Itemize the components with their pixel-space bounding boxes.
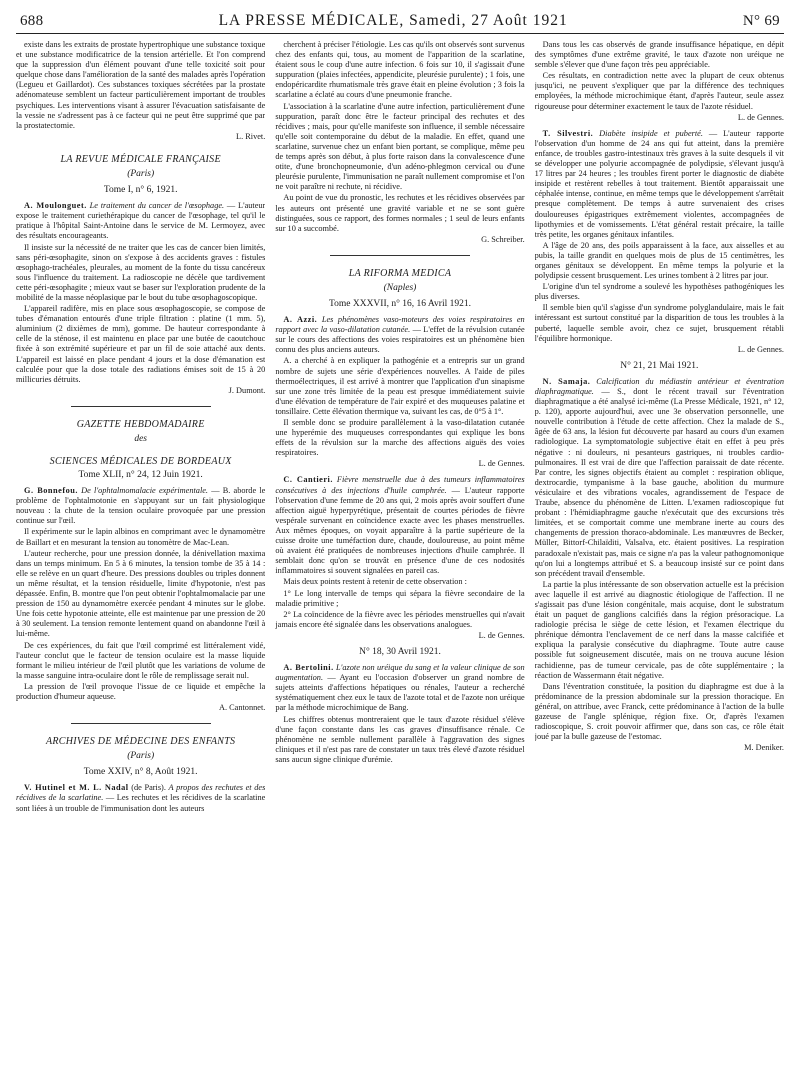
paragraph	[535, 40, 784, 70]
paragraph-text: — L'auteur expose le traitement curiethérapique du cancer de l'œsophage, tel qu'il le pratique à l'hôpital Saint-Antoine dans le service de M. Lermoyez, avec des résultats encourageants.	[16, 201, 266, 241]
paragraph	[16, 549, 265, 640]
paragraph-text: Dans l'éventration constituée, la position du diaphragme est due à la prédominance de la pression abdominale sur la pression thoracique. En général, on attribue, avec Franck, cette prédominance à l'action de la bulle gazeuse de l'angle splénique, région fixe. Or, d'après l'examen radioscopique, S. croit pouvoir affirmer que, dans son cas, ce rôle était joué par la bulle gazeuse de l'estomac.	[534, 681, 784, 742]
paragraph-text: 2° La coïncidence de la fièvre avec les périodes menstruelles qui n'avait jamais encore été signalée dans les observations analogues.	[275, 609, 525, 629]
text-columns	[16, 40, 784, 1080]
reviewer-signature: G. Schreiber.	[481, 234, 525, 244]
author-name: A. Bertolini.	[283, 663, 334, 673]
paragraph-text: Dans tous les cas observés de grande insuffisance hépatique, en dépit des symptômes d'une extrême gravité, le taux d'azote non uréique ne semble s'élever que d'une façon très peu appréciable.	[534, 40, 784, 70]
reviewer-signature: M. Deniker.	[744, 743, 784, 753]
author-name: C. Cantieri.	[283, 475, 333, 485]
page-number: 688	[20, 13, 44, 29]
author-name: V. Hutinel et M. L. Nadal	[24, 783, 129, 793]
abstract-entry	[16, 201, 265, 241]
paragraph-text: Il insiste sur la nécessité de ne traiter que les cas de cancer bien limités, sans péri-œsophagite, sinon on s'expose à des accidents graves : fistules œsophago-trachéales, pleurales, au moment de la fonte du tissu cancéreux sous l'influence du traitement. La radioscopie ne décèle que tardivement cette péri-œsophagite ; mieux vaut se baser sur l'exploration prudente de la mobilité de la masse néoplasique par le bout du tube œsophagoscopique.	[16, 242, 266, 302]
reviewer-signature: L. de Gennes.	[737, 344, 784, 354]
author-name: G. Bonnefou.	[24, 486, 78, 496]
paragraph	[275, 589, 524, 609]
paragraph	[275, 40, 524, 101]
paragraph	[275, 715, 524, 765]
paragraph	[535, 580, 784, 681]
paragraph	[16, 682, 265, 702]
article-title: Fièvre menstruelle due à des tumeurs inflammatoires consécutives à des injections d'huile camphrée.	[275, 475, 525, 495]
paragraph-text: Mais deux points restent à retenir de cette observation :	[283, 577, 467, 587]
abstract-entry	[275, 663, 524, 713]
article-title: A propos des rechutes et des récidives de la scarlatine.	[16, 783, 266, 803]
paragraph-text: L'origine d'un tel syndrome a soulevé les hypothèses pathogéniques les plus diverses.	[534, 282, 784, 302]
paragraph-text: Les chiffres obtenus montreraient que le taux d'azote résiduel s'élève d'une façon constante dans les cas graves d'insuffisance rénale. Ce phénomène ne semble nullement parallèle à l'aggravation des signes cliniques et il n'est pas rare de constater un taux très élevé d'azote résiduel sans aucun signe clinique d'urémie.	[275, 714, 525, 764]
volume-info: Tome XLII, n° 24, 12 Juin 1921.	[78, 470, 203, 480]
journal-source-title: SCIENCES MÉDICALES DE BORDEAUX	[49, 456, 232, 467]
article-title: L'azote non uréique du sang et la valeur clinique de son augmentation.	[275, 663, 525, 683]
journal-source-title: LA REVUE MÉDICALE FRANÇAISE	[60, 153, 221, 165]
journal-city: des	[134, 433, 147, 444]
author-affiliation: (de Paris).	[128, 783, 166, 793]
paragraph	[16, 641, 265, 681]
paragraph-text: cherchent à préciser l'étiologie. Les cas qu'ils ont observés sont survenus chez des enfants qui, tous, au moment de l'apparition de la scarlatine, étaient sous le coup d'une autre infection. 6 fois sur 10, il s'agissait d'une suppuration (plaies infectées, appendicite, pleurésie purulente) ; 1 fois, une endopéricardite rhumatismale très grave était en pleine évolution ; 3 fois la scarlatine a éclaté au cours d'une pneumonie franche.	[275, 40, 525, 100]
journal-source-title: GAZETTE HEBDOMADAIRE	[76, 418, 205, 430]
section-divider	[71, 406, 211, 407]
paragraph-text: La pression de l'œil provoque l'issue de ce liquide et empêche la production d'humeur aqueuse.	[16, 681, 266, 701]
journal-city: (Paris)	[127, 168, 155, 179]
journal-source-title: ARCHIVES DE MÉDECINE DES ENFANTS	[45, 736, 236, 748]
paragraph-text: — B. aborde le problème de l'ophtalmotonie en s'appuyant sur un fait physiologique nouveau : la chute de la tension oculaire provoquée par une pression continue sur l'œil.	[16, 486, 266, 526]
reviewer-signature: L. de Gennes.	[737, 112, 784, 122]
abstract-entry	[535, 129, 784, 240]
volume-info: N° 18, 30 Avril 1921.	[359, 646, 441, 657]
section-divider	[71, 723, 211, 724]
author-name: N. Samaja.	[542, 376, 591, 386]
paragraph-text: — L'auteur rapporte l'observation d'un homme de 24 ans qui fut atteint, dans la première enfance, de troubles gastro-intestinaux très graves à la suite desquels il vit se développer une polyurie accompagnée de polydipsie, s'élevant jusqu'à 17 litres par 24 heures ; les troubles firent porter le diagnostic de diabète insipide et restèrent rebelles à tout traitement. Bientôt apparaissait une céphalée intense, continue, en même temps que le développement s'arrêtait presque complètement. De temps à autre survenaient des crises douloureuses épigastriques extrêmement violentes, accompagnées de lipothymies et de vomissements. L'état général restait précaire, la taille très petite, les organes génitaux infantiles.	[534, 128, 784, 239]
abstract-entry	[535, 377, 784, 579]
section-divider	[330, 255, 470, 256]
column-left	[16, 40, 265, 1080]
reviewer-signature: L. de Gennes.	[478, 630, 525, 640]
paragraph	[16, 304, 265, 385]
volume-info: Tome XXIV, n° 8, Août 1921.	[83, 767, 198, 778]
paragraph-text: A. a cherché à en expliquer la pathogénie et a entrepris sur un grand nombre de sujets une série d'expériences nouvelles. A l'aide de piles thermoélectriques, il est arrivé à montrer que l'application d'un sinapisme sur une zone très limitée de la peau est presque immédiatement suivie d'une élévation de température de l'air expiré et des muqueuses palatine et tonsillaire. Cette élévation thermique va, suivant les cas, de 0°5 à 1°.	[275, 356, 525, 416]
abstract-entry	[16, 486, 265, 526]
page-header	[16, 12, 784, 34]
paragraph-text: — S., dont le récent travail sur l'éventration diaphragmatique a été analysé ici-même (La Presse Médicale, 1921, n° 12, p. 120), apporte aujourd'hui, avec une 3e observation personnelle, une nouvelle contribution à l'étude de cette affection. Chez la malade de S., âgée de 63 ans, la lésion fut découverte par hasard au cours d'un examen radiologique. La symptomatologie subjective était en effet à peu près négative : ni douleurs, ni pesanteurs gastriques, ni troubles cardio-pulmonaires. Il est vrai de dire que l'affection paraissait de date récente. Par contre, les signes objectifs étaient au complet : respiration oblique, dextrocardie, tympanisme à la base gauche, abolition du murmure vésiculaire et des vibrations vocales, agrandissement de l'espace de Traube, absence du phénomène de Litten. L'examen radioscopique fut probant : l'hémidiaphragme gauche n'exécutait que des excursions très limitées, et se comportait comme une membrane inerte au cours des changements de pression thoraco-abdominale. Les manœuvres de Becker, Müller, Bittorf-Chilaïditi, Valsalva, etc. étaient positives. La respiration paradoxale n'existait pas, mais ce signe n'a pas la valeur pathognomonique qu'on lui a longtemps attribué et S. a beaucoup insisté sur ce point dans son précédent travail d'ensemble.	[534, 387, 784, 578]
paragraph	[535, 71, 784, 111]
column-right	[535, 40, 784, 1080]
paragraph-text: — L'auteur rapporte l'observation d'une femme de 20 ans qui, 2 mois après avoir souffert d'une affection aiguë hyperpyrétique, présentait de courtes périodes de fièvre vespérale survenant en coïncidence exacte avec les phases menstruelles. Aux mêmes époques, on voyait apparaître à la partie supérieure de la cuisse droite une tuméfaction dure, chaude, douloureuse, au point même où avaient été pratiquées de nombreuses injections d'huile camphrée. Il semblait donc qu'on se trouvât en présence d'une de ces nodosités inflammatoires si souvent signalées en pareil cas.	[275, 485, 525, 576]
paragraph	[275, 193, 524, 233]
reviewer-signature: J. Dumont.	[228, 385, 266, 395]
paragraph-text: La partie la plus intéressante de son observation actuelle est la précision avec laquelle il est arrivé au diagnostic étiologique de l'affection. Il ne s'agissait pas d'une lésion congénitale, mais acquise, dont le substratum était un paquet de ganglions calcifiés dans la région présoracique. La radiologie précisa le siège de cette lésion, et l'examen électrique du phrénique démontra l'enclavement de ce nerf dans la masse calcifiée et expliqua la paralysie consécutive du diaphragme. Toute autre cause possible fut soigneusement discutée, mais on ne trouva aucune lésion rachidienne, pas de tumeur cervicale, pas de côte supplémentaire ; la réaction de Wassermann était négative.	[534, 579, 784, 680]
paragraph	[275, 356, 524, 417]
paragraph	[16, 527, 265, 547]
abstract-entry	[275, 315, 524, 355]
column-middle	[275, 40, 524, 1080]
paragraph	[275, 418, 524, 458]
paragraph-text: L'auteur recherche, pour une pression donnée, la dénivellation maxima dans un temps minimum. En 5 à 6 minutes, la tension tombe de 35 à 14 : elle se relève en un quart d'heure. Des pressions doubles ou triples donnent un même résultat, et la tension résiduelle, limite d'hypotonie, n'est pas dépassée. Enfin, B. montre que l'on peut obtenir l'ophtalmomalacie par une pression de 150 au dynamomètre exercée pendant 4 minutes sur le globe. Une fois cette hypotonie atteinte, elle est maintenue par une pression de 20 à 30 seulement. La tension remonte lentement quand on abandonne l'œil à lui-même.	[16, 548, 266, 639]
paragraph	[535, 682, 784, 743]
reviewer-signature: L. Rivet.	[236, 131, 266, 141]
journal-city: (Paris)	[127, 751, 155, 762]
issue-number: N° 69	[742, 13, 780, 29]
paragraph	[16, 40, 265, 131]
paragraph-text: A l'âge de 20 ans, des poils apparaissent à la face, aux aisselles et au pubis, la taille grandit en quelques mois de plus de 15 centimètres, les organes génitaux se développent. En même temps la polyurie et la polydipsie cessent brusquement. Les urines tombent à 2 litres par jour.	[534, 240, 784, 281]
article-title: Le traitement du cancer de l'œsophage.	[89, 201, 225, 211]
paragraph	[535, 241, 784, 281]
author-name: A. Moulonguet.	[24, 201, 87, 211]
author-name: T. Silvestri.	[542, 128, 594, 138]
paragraph	[275, 102, 524, 193]
paragraph-text: existe dans les extraits de prostate hypertrophique une substance toxique et une substance modificatrice de la tension artérielle. Et l'on comprend que la suppression d'un élément pouvant d'une telle toxicité soit pour quelque chose dans l'amélioration de la santé des malades après l'opération (Legueu et Gaillardot). Ces substances toxiques sécrétées par la prostate adénomateuse semblent un facteur particulièrement important de troubles psychiques. Les interventions visant à assurer l'évacuation satisfaisante de la vessie ne s'adressent pas à ce facteur qui ne peut être supprimé que par la prostatectomie.	[16, 40, 266, 130]
paragraph-text: 1° Le long intervalle de temps qui sépara la fièvre secondaire de la maladie primitive ;	[275, 588, 525, 608]
journal-city: (Naples)	[383, 282, 417, 293]
paragraph	[275, 610, 524, 630]
paragraph	[16, 243, 265, 304]
paragraph-text: Ces résultats, en contradiction nette avec la plupart de ceux obtenus jusqu'ici, ne peuvent s'expliquer que par la différence des techniques employées, la méthode microchimique étant, d'après l'auteur, seule assez rigoureuse pour déterminer exactement le taux de l'azote résiduel.	[534, 71, 784, 111]
paragraph-text: Il semble donc se produire parallèlement à la vaso-dilatation cutanée une hyperémie des muqueuses correspondantes qui explique les bons effets de la révulsion sur la marche des affections aiguës des voies respiratoires.	[275, 418, 525, 458]
journal-title: LA PRESSE MÉDICALE, Samedi, 27 Août 1921	[218, 12, 568, 29]
reviewer-signature: A. Cantonnet.	[219, 703, 266, 713]
paragraph-text: — Ayant eu l'occasion d'observer un grand nombre de sujets atteints d'affections hépatiques ou rénales, l'auteur a recherché systématiquement chez eux le taux de l'azote total et de l'azote non uréique par la méthode microchimique de Bang.	[275, 673, 525, 713]
paragraph	[535, 282, 784, 302]
paragraph	[535, 303, 784, 343]
reviewer-signature: L. de Gennes.	[478, 459, 525, 469]
article-title: De l'ophtalmomalacie expérimentale.	[81, 486, 209, 496]
paragraph-text: — Les rechutes et les récidives de la scarlatine sont liées à un trouble de l'immunisation dont les auteurs	[16, 793, 266, 813]
volume-info: N° 21, 21 Mai 1921.	[620, 360, 699, 371]
paragraph-text: Au point de vue du pronostic, les rechutes et les récidives observées par les auteurs ont présenté une gravité variable et ne se sont guère distinguées, sous ce rapport, des formes normales ; 1 seul de leurs enfants sur 10 a succombé.	[275, 193, 525, 233]
article-title: Diabète insipide et puberté.	[599, 128, 703, 138]
abstract-entry	[16, 783, 265, 813]
abstract-entry	[275, 475, 524, 576]
paragraph	[275, 577, 524, 587]
paragraph-text: Il expérimente sur le lapin albinos en comprimant avec le dynamomètre de Baillart et en mesurant la tension au tonomètre de Mac-Lean.	[16, 527, 266, 547]
paragraph-text: Il semble bien qu'il s'agisse d'un syndrome polyglandulaire, mais le fait intéressant est surtout constitué par la disparition de tous les troubles à la puberté, laquelle semble avoir, chez ce sujet, brusquement rétabli l'équilibre hormonique.	[534, 303, 784, 343]
paragraph-text: L'appareil radifère, mis en place sous œsophagoscopie, se compose de tubes d'émanation entourés d'une triple filtration : platine (1 mm. 5), aluminium (2 dixièmes de mm), gomme. De hauteur correspondante à celle de la sténose, il est maintenu en place par une butée de caoutchouc fixée à son extrémité supérieure et par un fil de soie attaché aux dents. L'appareil est laissé en place pendant 4 jours et la dose d'émanation est calculée pour que la dose totale des radiations émises soit de 15 à 20 millicuries détruits.	[16, 304, 266, 384]
journal-source-title: LA RIFORMA MEDICA	[348, 267, 452, 279]
paragraph-text: — L'effet de la révulsion cutanée sur le cours des affections des voies respiratoires est un phénomène bien connu des plus anciens auteurs.	[275, 325, 525, 355]
volume-info: Tome XXXVII, n° 16, 16 Avril 1921.	[328, 298, 471, 309]
article-title: Les phénomènes vaso-moteurs des voies respiratoires en rapport avec la vaso-dilatation cutanée.	[275, 315, 525, 335]
article-title: Calcification du médiastin antérieur et éventration diaphragmatique.	[534, 376, 784, 396]
paragraph-text: L'association à la scarlatine d'une autre infection, particulièrement d'une suppuration, paraît donc être le facteur principal des rechutes et des récidives ; mais, pour qu'elle manifeste son influence, il semble nécessaire qu'elle soit contemporaine du début de la maladie. En effet, quand une scarlatine, survenue chez un enfant bien portant, se complique, même peu de temps après son début, à plus forte raison dans la convalescence d'une otite, d'une bronchopneumonie, d'un adéno-phlegmon cervical ou d'une pleurésie purulente, l'immunisation ne paraît nullement compromise et l'on ne voit paraître ni rechute, ni récidive.	[275, 101, 525, 192]
author-name: A. Azzi.	[283, 315, 318, 325]
paragraph-text: De ces expériences, du fait que l'œil comprimé est littéralement vidé, l'auteur conclut que le facteur de tension oculaire est la masse liquide formant le milieu intérieur de l'œil plutôt que les variations de volume de la masse sanguine intra-oculaire dont le rôle de remplissage serait nul.	[16, 640, 266, 680]
volume-info: Tome I, n° 6, 1921.	[103, 185, 178, 196]
